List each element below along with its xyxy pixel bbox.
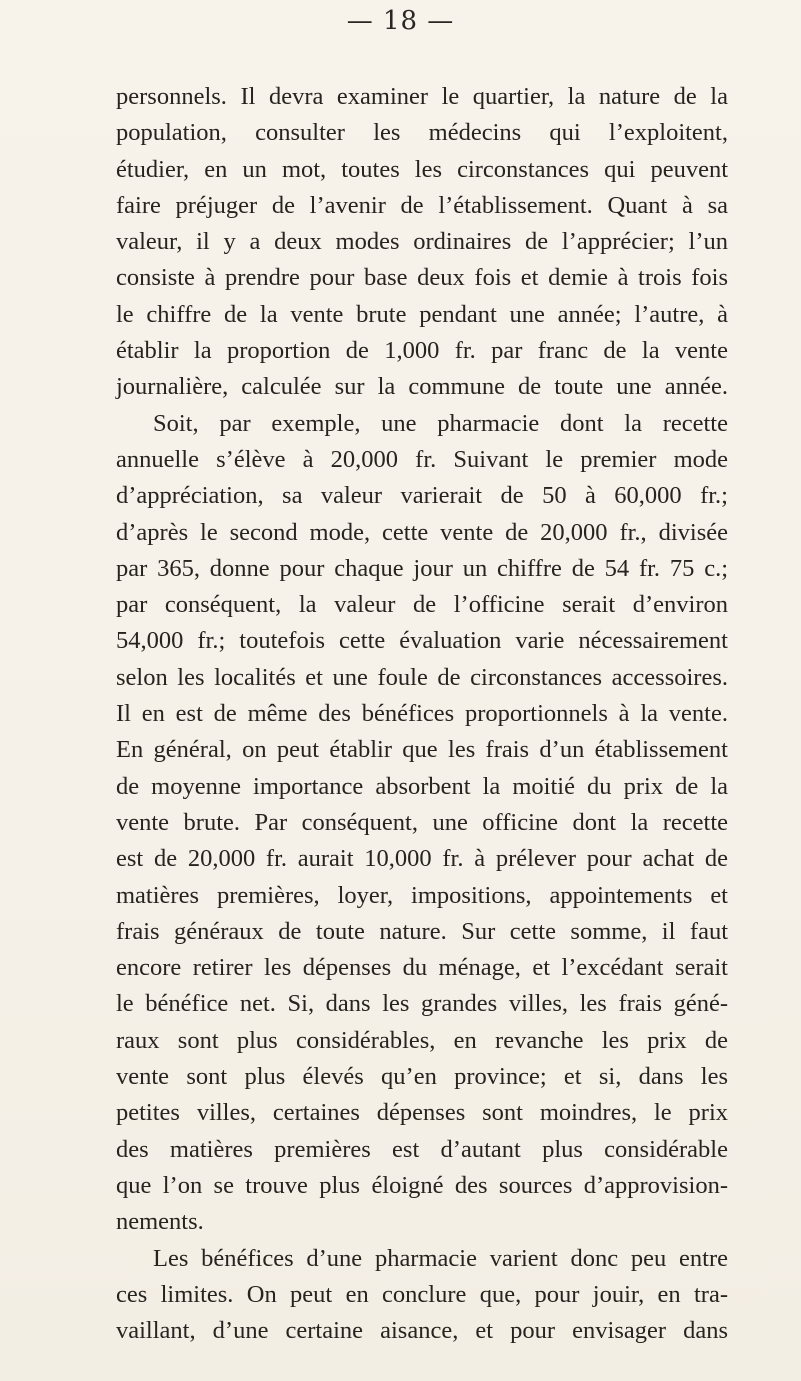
- text-line: 54,000 fr.; toutefois cette évaluation varie nécessairement: [116, 627, 728, 655]
- text-line: petites villes, certaines dépenses sont moindres, le prix: [116, 1099, 728, 1127]
- text-line: ces limites. On peut en conclure que, pour jouir, en tra-: [116, 1280, 728, 1308]
- text-line: frais généraux de toute nature. Sur cette somme, il faut: [116, 917, 728, 945]
- text-line: journalière, calculée sur la commune de toute une année.: [116, 373, 728, 401]
- text-line: établir la proportion de 1,000 fr. par franc de la vente: [116, 337, 728, 365]
- text-line: vente brute. Par conséquent, une officine dont la recette: [116, 808, 728, 836]
- text-line: étudier, en un mot, toutes les circonstances qui peuvent: [116, 155, 728, 183]
- text-line: Il en est de même des bénéfices proportionnels à la vente.: [116, 700, 728, 728]
- text-line: vaillant, d’une certaine aisance, et pour envisager dans: [116, 1317, 728, 1345]
- text-line: est de 20,000 fr. aurait 10,000 fr. à prélever pour achat de: [116, 845, 728, 873]
- text-line: que l’on se trouve plus éloigné des sources d’approvision-: [116, 1171, 728, 1199]
- text-line: En général, on peut établir que les frais d’un établissement: [116, 736, 728, 764]
- text-line: Soit, par exemple, une pharmacie dont la recette: [153, 409, 728, 437]
- text-line: encore retirer les dépenses du ménage, et l’excédant serait: [116, 954, 728, 982]
- text-line: des matières premières est d’autant plus considérable: [116, 1135, 728, 1163]
- page-number: — 18 —: [346, 6, 455, 36]
- body-text: [116, 79, 728, 1349]
- text-line: personnels. Il devra examiner le quartier, la nature de la: [116, 83, 728, 110]
- text-line: population, consulter les médecins qui l’exploitent,: [116, 119, 728, 147]
- text-line: valeur, il y a deux modes ordinaires de l’apprécier; l’un: [116, 228, 728, 256]
- text-line: le bénéfice net. Si, dans les grandes villes, les frais géné-: [116, 990, 728, 1018]
- text-line: consiste à prendre pour base deux fois et demie à trois fois: [116, 264, 728, 292]
- text-line: selon les localités et une foule de circonstances accessoires.: [116, 663, 728, 691]
- text-line: nements.: [116, 1208, 204, 1236]
- text-line: de moyenne importance absorbent la moitié du prix de la: [116, 772, 728, 800]
- text-line: vente sont plus élevés qu’en province; et si, dans les: [116, 1063, 728, 1091]
- text-line: d’après le second mode, cette vente de 20,000 fr., divisée: [116, 518, 728, 546]
- text-line: par conséquent, la valeur de l’officine serait d’environ: [116, 591, 728, 619]
- text-line: le chiffre de la vente brute pendant une année; l’autre, à: [116, 300, 728, 328]
- text-line: matières premières, loyer, impositions, appointements et: [116, 881, 728, 909]
- text-line: annuelle s’élève à 20,000 fr. Suivant le premier mode: [116, 445, 728, 473]
- text-line: faire préjuger de l’avenir de l’établissement. Quant à sa: [116, 191, 728, 219]
- text-line: raux sont plus considérables, en revanche les prix de: [116, 1026, 728, 1054]
- text-line: Les bénéfices d’une pharmacie varient donc peu entre: [153, 1244, 728, 1272]
- text-line: par 365, donne pour chaque jour un chiffre de 54 fr. 75 c.;: [116, 554, 728, 582]
- text-line: d’appréciation, sa valeur varierait de 50 à 60,000 fr.;: [116, 482, 728, 510]
